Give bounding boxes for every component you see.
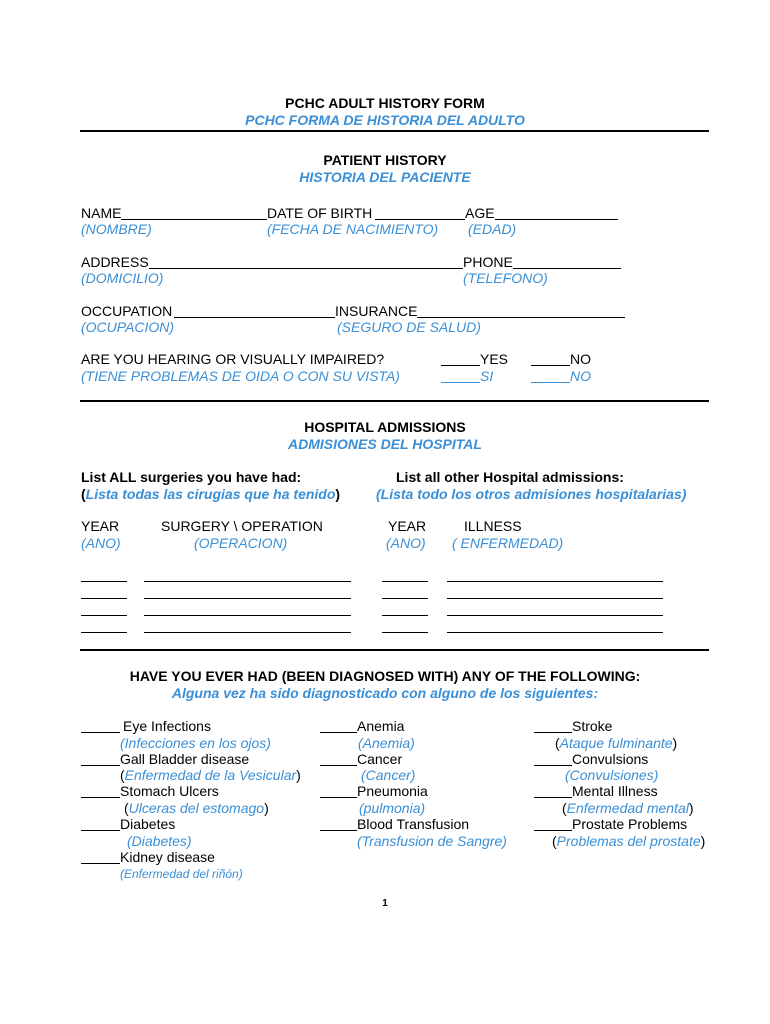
surgery-name-field[interactable] xyxy=(144,598,351,599)
impaired-question-es: (TIENE PROBLEMAS DE OIDA O CON SU VISTA) xyxy=(81,368,400,384)
condition-gall-bladder-es: Enfermedad de la Vesicular xyxy=(124,767,297,783)
condition-stomach-ulcers-es: Ulceras del estomago xyxy=(128,800,265,816)
condition-anemia-es: (Anemia) xyxy=(358,735,415,751)
patient-history-heading-es: HISTORIA DEL PACIENTE xyxy=(299,169,471,185)
mental-illness-checkbox[interactable] xyxy=(534,797,572,798)
condition-diabetes: Diabetes xyxy=(120,816,176,832)
kidney-disease-checkbox[interactable] xyxy=(81,863,120,864)
surgeries-title: List ALL surgeries you have had: xyxy=(81,469,302,485)
condition-blood-transfusion: Blood Transfusion xyxy=(357,816,470,832)
illness-field[interactable] xyxy=(447,581,663,582)
address-field[interactable] xyxy=(149,268,463,269)
admission-year-field[interactable] xyxy=(382,615,428,616)
admission-year-field[interactable] xyxy=(382,632,428,633)
condition-anemia: Anemia xyxy=(357,718,405,734)
cancer-checkbox[interactable] xyxy=(320,765,357,766)
condition-prostate-es: Problemas del prostate xyxy=(556,833,701,849)
condition-blood-transfusion-es: (Transfusion de Sangre) xyxy=(357,833,507,849)
surgeries-title-es-wrap: (Lista todas las cirugias que ha tenido) xyxy=(81,486,341,502)
admissions-title-es: (Lista todo los otros admisiones hospitalarias) xyxy=(376,486,687,502)
address-label: ADDRESS xyxy=(81,254,149,270)
divider xyxy=(80,649,709,651)
stomach-ulcers-checkbox[interactable] xyxy=(81,797,120,798)
condition-mental-illness-es: Enfermedad mental xyxy=(566,800,689,816)
yes-label-es: SI xyxy=(480,368,494,384)
stroke-checkbox[interactable] xyxy=(534,732,572,733)
name-label: NAME xyxy=(81,205,122,221)
no-label-es: NO xyxy=(570,368,591,384)
diagnosed-heading-es: Alguna vez ha sido diagnosticado con alguno de los siguientes: xyxy=(171,685,599,701)
phone-label-es: (TELEFONO) xyxy=(463,270,548,286)
condition-eye-infections-es: (Infecciones en los ojos) xyxy=(120,735,271,751)
occupation-label: OCCUPATION xyxy=(81,303,173,319)
surgery-col-header-es: (OPERACION) xyxy=(194,535,288,551)
name-label-es: (NOMBRE) xyxy=(81,221,152,237)
condition-stomach-ulcers-es-wrap: (Ulceras del estomago) xyxy=(124,800,269,816)
admission-year-field[interactable] xyxy=(382,598,428,599)
phone-field[interactable] xyxy=(513,268,621,269)
illness-field[interactable] xyxy=(447,615,663,616)
age-field[interactable] xyxy=(495,219,618,220)
admissions-title: List all other Hospital admissions: xyxy=(396,469,624,485)
illness-col-header: ILLNESS xyxy=(464,518,522,534)
illness-field[interactable] xyxy=(447,632,663,633)
impaired-yes-blank-es[interactable] xyxy=(441,382,480,383)
address-label-es: (DOMICILIO) xyxy=(81,270,164,286)
condition-kidney-disease: Kidney disease xyxy=(120,849,215,865)
condition-convulsions-es: (Convulsiones) xyxy=(565,767,659,783)
condition-prostate: Prostate Problems xyxy=(572,816,688,832)
illness-col-header-es: ( ENFERMEDAD) xyxy=(452,535,564,551)
anemia-checkbox[interactable] xyxy=(320,732,357,733)
condition-prostate-es-wrap: (Problemas del prostate) xyxy=(552,833,706,849)
admission-year-header: YEAR xyxy=(388,518,427,534)
condition-diabetes-es: (Diabetes) xyxy=(127,833,192,849)
eye-infections-checkbox[interactable] xyxy=(81,732,120,733)
surgery-name-field[interactable] xyxy=(144,581,351,582)
impaired-no-blank-es[interactable] xyxy=(531,382,570,383)
diagnosed-heading: HAVE YOU EVER HAD (BEEN DIAGNOSED WITH) ANY OF THE FOLLOWING: xyxy=(129,668,641,684)
condition-convulsions: Convulsions xyxy=(572,751,649,767)
condition-eye-infections: Eye Infections xyxy=(123,718,211,734)
impaired-question: ARE YOU HEARING OR VISUALLY IMPAIRED? xyxy=(81,351,385,367)
condition-stroke-es: Ataque fulminante xyxy=(559,735,673,751)
surgery-year-field[interactable] xyxy=(81,615,127,616)
convulsions-checkbox[interactable] xyxy=(534,765,572,766)
condition-stomach-ulcers: Stomach Ulcers xyxy=(120,783,219,799)
form-title: PCHC ADULT HISTORY FORM xyxy=(285,95,485,111)
condition-pneumonia: Pneumonia xyxy=(357,783,428,799)
age-label: AGE xyxy=(465,205,495,221)
diabetes-checkbox[interactable] xyxy=(81,830,120,831)
impaired-yes-blank[interactable] xyxy=(441,365,480,366)
dob-label-es: (FECHA DE NACIMIENTO) xyxy=(267,221,439,237)
admission-year-header-es: (ANO) xyxy=(386,535,426,551)
hospital-heading: HOSPITAL ADMISSIONS xyxy=(304,419,466,435)
insurance-label: INSURANCE xyxy=(335,303,418,319)
phone-label: PHONE xyxy=(463,254,513,270)
condition-stroke-es-wrap: (Ataque fulminante) xyxy=(555,735,678,751)
gall-bladder-checkbox[interactable] xyxy=(81,765,120,766)
condition-mental-illness-es-wrap: (Enfermedad mental) xyxy=(562,800,694,816)
surgeries-title-es: Lista todas las cirugias que ha tenido xyxy=(85,486,336,502)
surgery-col-header: SURGERY \ OPERATION xyxy=(161,518,323,534)
surgery-name-field[interactable] xyxy=(144,615,351,616)
pneumonia-checkbox[interactable] xyxy=(320,797,357,798)
occupation-field[interactable] xyxy=(174,317,335,318)
condition-pneumonia-es: (pulmonia) xyxy=(359,800,426,816)
blood-transfusion-checkbox[interactable] xyxy=(320,830,357,831)
condition-gall-bladder: Gall Bladder disease xyxy=(120,751,250,767)
condition-mental-illness: Mental Illness xyxy=(572,783,658,799)
dob-field[interactable] xyxy=(375,219,465,220)
prostate-checkbox[interactable] xyxy=(534,830,572,831)
surgery-name-field[interactable] xyxy=(144,632,351,633)
impaired-no-blank[interactable] xyxy=(531,365,570,366)
form-title-es: PCHC FORMA DE HISTORIA DEL ADULTO xyxy=(245,112,525,128)
no-label: NO xyxy=(570,351,591,367)
illness-field[interactable] xyxy=(447,598,663,599)
divider xyxy=(80,400,709,402)
surgery-year-field[interactable] xyxy=(81,598,127,599)
surgery-year-header-es: (ANO) xyxy=(81,535,121,551)
age-label-es: (EDAD) xyxy=(468,221,517,237)
page-number: 1 xyxy=(382,898,388,909)
name-field[interactable] xyxy=(121,219,267,220)
condition-cancer-es: (Cancer) xyxy=(361,767,416,783)
surgery-year-field[interactable] xyxy=(81,581,127,582)
dob-label: DATE OF BIRTH xyxy=(267,205,373,221)
insurance-field[interactable] xyxy=(417,317,625,318)
surgery-year-header: YEAR xyxy=(81,518,120,534)
surgery-year-field[interactable] xyxy=(81,632,127,633)
condition-gall-bladder-es-wrap: (Enfermedad de la Vesicular) xyxy=(120,767,301,783)
insurance-label-es: (SEGURO DE SALUD) xyxy=(337,319,481,335)
condition-kidney-disease-es: (Enfermedad del riñón) xyxy=(120,867,243,881)
patient-history-heading: PATIENT HISTORY xyxy=(323,152,447,168)
condition-cancer: Cancer xyxy=(357,751,403,767)
divider xyxy=(80,130,709,132)
occupation-label-es: (OCUPACION) xyxy=(81,319,175,335)
admission-year-field[interactable] xyxy=(382,581,428,582)
condition-stroke: Stroke xyxy=(572,718,613,734)
hospital-heading-es: ADMISIONES DEL HOSPITAL xyxy=(288,436,482,452)
yes-label: YES xyxy=(480,351,509,367)
